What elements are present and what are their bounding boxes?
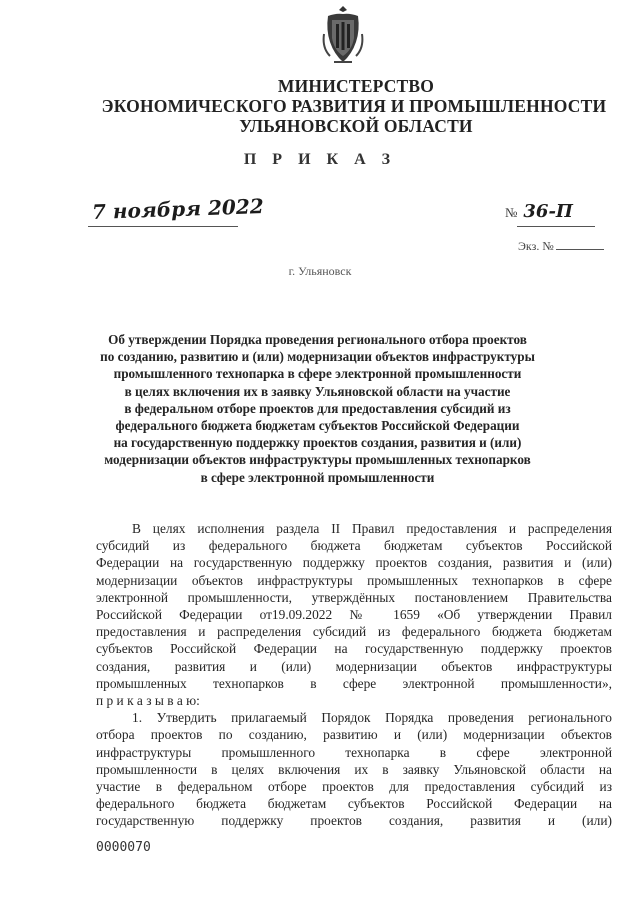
body-line: электронной промышленности, утверждённых постановлением Правительства	[96, 589, 612, 605]
ministry-title-line-1: МИНИСТЕРСТВО	[277, 76, 435, 96]
body-line: федерального бюджета бюджетам субъектов Российской Федерации на	[96, 796, 612, 812]
body-line: Федерации на государственную поддержку проектов создания, развития и (или)	[96, 555, 612, 571]
subject-line: на государственную поддержку проектов создания, развития и (или)	[113, 435, 522, 451]
subject-line: Об утверждении Порядка проведения регионального отбора проектов	[108, 332, 527, 347]
order-subject	[90, 331, 545, 486]
number-sign: №	[505, 205, 518, 220]
body-line: Российской Федерации от19.09.2022 № 1659 «Об утверждении Правил	[96, 607, 612, 623]
body-line: участие в федеральном отборе проектов для предоставления субсидий из	[96, 779, 612, 795]
body-line: государственную поддержку проектов создания, развития и (или)	[96, 813, 612, 829]
body-line: промышленности в целях включения их в заявку Ульяновской области на	[96, 761, 612, 777]
ministry-title-line-2: ЭКОНОМИЧЕСКОГО РАЗВИТИЯ И ПРОМЫШЛЕННОСТИ	[101, 96, 607, 116]
subject-line: в целях включения их в заявку Ульяновской области на участие	[124, 383, 511, 399]
document-code: 0000070	[96, 840, 151, 855]
body-line: субсидий из федерального бюджета бюджетам субъектов Российской	[96, 538, 612, 554]
coat-of-arms-emblem	[322, 4, 364, 66]
handwritten-number: 36-П	[523, 201, 573, 222]
body-line: В целях исполнения раздела II Правил предоставления и распределения	[132, 521, 612, 536]
body-line-order-word: п р и к а з ы в а ю:	[96, 693, 200, 709]
body-line: 1. Утвердить прилагаемый Порядок Порядка проведения регионального	[132, 710, 612, 726]
subject-line: промышленного технопарка в сфере электронной промышленности	[113, 366, 522, 382]
number-underline	[517, 226, 595, 227]
copy-number-field	[518, 239, 604, 254]
subject-line: в федеральном отборе проектов для предоставления субсидий из	[124, 400, 511, 416]
body-line: модернизации объектов инфраструктуры промышленных технопарков в сфере	[96, 572, 612, 588]
subject-line: по созданию, развитию и (или) модернизации объектов инфраструктуры	[100, 349, 535, 365]
ministry-title-line-3: УЛЬЯНОВСКОЙ ОБЛАСТИ	[239, 116, 473, 136]
copy-number-label: Экз. №	[518, 239, 554, 253]
document-type-heading: П Р И К А З	[243, 151, 397, 168]
copy-number-blank	[556, 249, 604, 250]
subject-line: модернизации объектов инфраструктуры промышленных технопарков	[104, 452, 531, 468]
subject-line: федерального бюджета бюджетам субъектов Российской Федерации	[115, 418, 520, 434]
subject-line: в сфере электронной промышленности	[200, 469, 435, 485]
body-line: инфраструктуры промышленного технопарка в сфере электронной	[96, 744, 612, 760]
order-body	[96, 520, 612, 830]
body-line: отбора проектов по созданию, развитию и (или) модернизации объектов	[96, 727, 612, 743]
body-line: субъектов Российской Федерации на государственную поддержку проектов	[96, 641, 612, 657]
body-line: предоставления и распределения субсидий из федерального бюджета бюджетам	[96, 624, 612, 640]
city-line: г. Ульяновск	[288, 264, 352, 278]
body-line: промышленных технопарков в сфере электронной промышленности»,	[96, 675, 612, 691]
body-line: создания, развития и (или) модернизации объектов инфраструктуры	[96, 658, 612, 674]
date-underline	[88, 226, 238, 227]
order-number	[505, 201, 573, 222]
handwritten-date: 7 ноября 2022	[91, 194, 265, 224]
